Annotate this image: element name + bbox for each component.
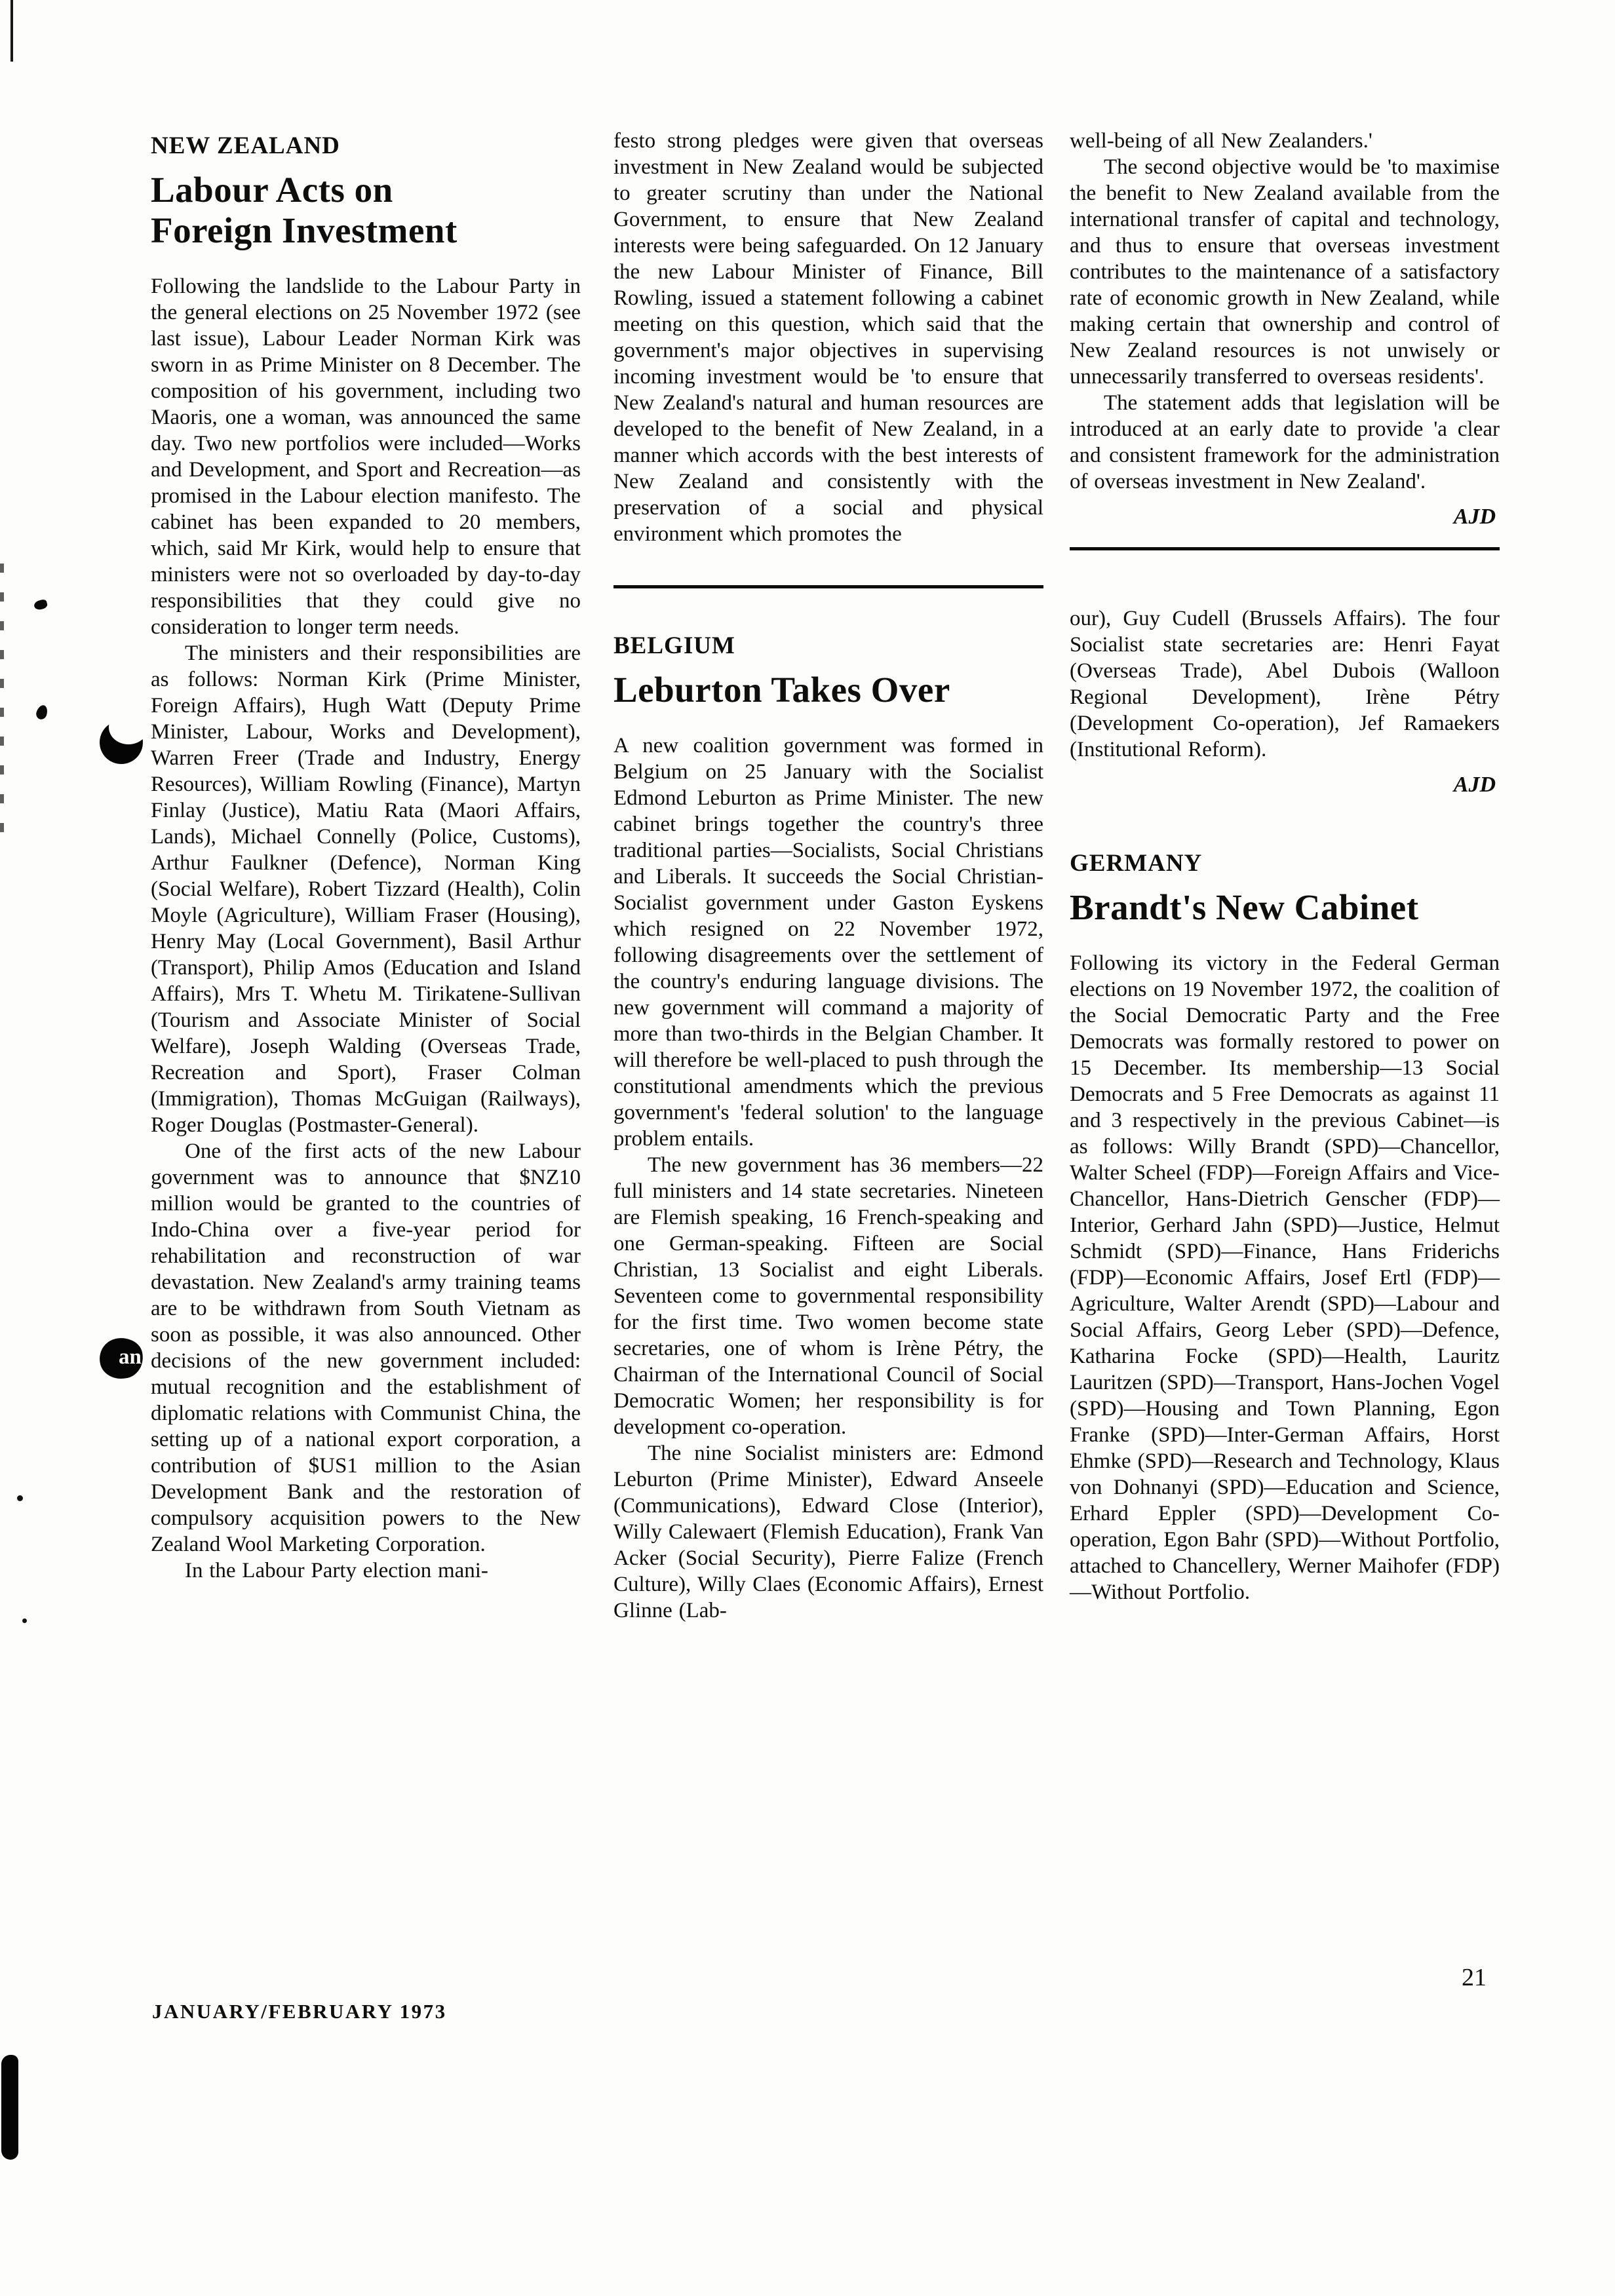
- body-paragraph: Following its victory in the Federal German elections on 19 November 1972, the coalition of the Social Democratic Party and the Free Democrats was formally restored to power on 15 December. Its membership—13 Social Democrats and 5 Free Democrats as against 11 and 3 respectively in the previous Cabinet—is as follows: Willy Brandt (SPD)—Chancellor, Walter Scheel (FDP)—Foreign Affairs and Vice-Chancellor, Hans-Dietrich Genscher (FDP)—Interior, Gerhard Jahn (SPD)—Justice, Helmut Schmidt (SPD)—Finance, Hans Friderichs (FDP)—Economic Affairs, Josef Ertl (FDP)—Agriculture, Walter Arendt (SPD)—Labour and Social Affairs, Georg Leber (SPD)—Defence, Katharina Focke (SPD)—Health, Lauritz Lauritzen (SPD)—Transport, Hans-Jochen Vogel (SPD)—Housing and Town Planning, Egon Franke (SPD)—Inter-German Affairs, Horst Ehmke (SPD)—Research and Technology, Klaus von Dohnanyi (SPD)—Education and Science, Erhard Eppler (SPD)—Development Co-operation, Egon Bahr (SPD)—Without Portfolio, attached to Chancellery, Werner Maihofer (FDP)—Without Portfolio.: [1070, 951, 1500, 1604]
- ink-speck: [35, 704, 49, 721]
- body-paragraph: Following the landslide to the Labour Party in the general elections on 25 November 1972 (see last issue), Labour Leader Norman Kirk was sworn in as Prime Minister on 8 December. The composition of his government, including two Maoris, one a woman, was announced the same day. Two new portfolios were included—Works and Development, and Sport and Recreation—as promised in the Labour election manifesto. The cabinet has been expanded to 20 members, which, said Mr Kirk, would help to ensure that ministers were not so overloaded by day-to-day responsibilities that they could give no consideration to longer term needs.: [151, 275, 581, 639]
- ink-smudge-crescent: [100, 721, 143, 764]
- scan-edge-line: [10, 0, 13, 62]
- body-paragraph-hyphen-break: In the Labour Party election mani-: [185, 1559, 488, 1582]
- title-line-2: Foreign Investment: [151, 210, 457, 250]
- article-title-brandts-cabinet: Brandt's New Cabinet: [1070, 887, 1419, 927]
- column-2: [613, 128, 1043, 1624]
- scan-edge-noise: [0, 564, 4, 839]
- body-paragraph: The second objective would be 'to maximise the benefit to New Zealand available from the international transfer of capital and technology, and thus to ensure that overseas investment contributes to the maintenance of a satisfactory rate of economic growth in New Zealand, while making certain that ownership and control of New Zealand resources is not unwisely or unnecessarily transferred to overseas residents'.: [1070, 155, 1500, 389]
- body-paragraph-hyphen-break: The nine Socialist ministers are: Edmond Leburton (Prime Minister), Edward Anseele (Communications), Edward Close (Interior), Willy Calewaert (Flemish Education), Frank Van Acker (Social Security), Pierre Falize (French Culture), Willy Claes (Economic Affairs), Ernest Glinne (Lab-: [613, 1442, 1043, 1622]
- article-kicker-germany: GERMANY: [1070, 850, 1203, 877]
- body-paragraph: A new coalition government was formed in Belgium on 25 January with the Socialist Edmond Leburton as Prime Minister. The new cabinet brings together the country's three traditional parties—Socialists, Social Christians and Liberals. It succeeds the Social Christian-Socialist government under Gaston Eyskens which resigned on 22 November 1972, following disagreements over the settlement of the country's enduring language divisions. The new government will command a majority of more than two-thirds in the Belgian Chamber. It will therefore be well-placed to push through the constitutional amendments which the previous government's 'federal solution' to the language problem entails.: [613, 734, 1043, 1151]
- body-paragraph: The new government has 36 members—22 full ministers and 14 state secretaries. Nineteen are Flemish speaking, 16 French-speaking and one German-speaking. Fifteen are Social Christian, 13 Socialist and eight Liberals. Seventeen come to governmental responsibility for the first time. Two women become state secretaries, one of whom is Irène Pétry, the Chairman of the International Council of Social Democratic Women; her responsibility is for development co-operation.: [613, 1153, 1043, 1439]
- column-1: [151, 128, 581, 1584]
- article-title-leburton: Leburton Takes Over: [613, 670, 950, 710]
- section-divider-rule: [613, 585, 1043, 588]
- scan-edge-bar: [1, 2055, 18, 2160]
- ink-speck: [33, 599, 49, 611]
- author-initials: AJD: [1453, 773, 1496, 797]
- article-kicker-new-zealand: NEW ZEALAND: [151, 132, 340, 159]
- body-paragraph-continuation: well-being of all New Zealanders.': [1070, 129, 1372, 153]
- ink-speck: [17, 1495, 23, 1501]
- author-initials: AJD: [1453, 505, 1496, 529]
- ink-speck: [22, 1618, 27, 1623]
- body-paragraph-continuation: festo strong pledges were given that overseas investment in New Zealand would be subjected to greater scrutiny than under the National Government, to ensure that New Zealand interests were being safeguarded. On 12 January the new Labour Minister of Finance, Bill Rowling, issued a statement following a cabinet meeting on this question, which said that the government's major objectives in supervising incoming investment would be 'to ensure that New Zealand's natural and human resources are developed to the benefit of New Zealand, in a manner which accords with the best interests of New Zealand and consistently with the preservation of a social and physical environment which promotes the: [613, 129, 1043, 546]
- article-kicker-belgium: BELGIUM: [613, 632, 735, 659]
- body-paragraph: One of the first acts of the new Labour government was to announce that $NZ10 million would be granted to the countries of Indo-China over a five-year period for rehabilitation and reconstruction of war devastation. New Zealand's army training teams are to be withdrawn from South Vietnam as soon as possible, it was also announced. Other decisions of the new government included: mutual recognition and the establishment of diplomatic relations with Communist China, the setting up of a national export corporation, a contribution of $US1 million to the Asian Development Bank and the restoration of compulsory acquisition powers to the New Zealand Wool Marketing Corporation.: [151, 1139, 581, 1556]
- ink-smudge-blob: [97, 1335, 146, 1382]
- stray-print-text: an: [119, 1345, 142, 1369]
- body-paragraph: The ministers and their responsibilities are as follows: Norman Kirk (Prime Minister, Foreign Affairs), Hugh Watt (Deputy Prime Minister, Labour, Works and Development), Warren Freer (Trade and Industry, Energy Resources), William Rowling (Finance), Martyn Finlay (Justice), Matiu Rata (Maori Affairs, Lands), Michael Connelly (Police, Customs), Arthur Faulkner (Defence), Norman King (Social Welfare), Robert Tizzard (Health), Colin Moyle (Agriculture), William Fraser (Housing), Henry May (Local Government), Basil Arthur (Transport), Philip Amos (Education and Island Affairs), Mrs T. Whetu M. Tirikatene-Sullivan (Tourism and Associate Minister of Social Welfare), Joseph Walding (Overseas Trade, Recreation and Sport), Fraser Colman (Immigration), Thomas McGuigan (Railways), Roger Douglas (Postmaster-General).: [151, 641, 581, 1137]
- body-paragraph-continuation: our), Guy Cudell (Brussels Affairs). The four Socialist state secretaries are: Henri Fayat (Overseas Trade), Abel Dubois (Walloon Regional Development), Irène Pétry (Development Co-operation), Jef Ramaekers (Institutional Reform).: [1070, 607, 1500, 761]
- title-line-1: Labour Acts on: [151, 170, 393, 210]
- body-paragraph: The statement adds that legislation will be introduced at an early date to provide 'a clear and consistent framework for the administration of overseas investment in New Zealand'.: [1070, 391, 1500, 493]
- page-number: 21: [1462, 1964, 1487, 1991]
- column-3: [1070, 128, 1500, 1605]
- footer-issue-date: JANUARY/FEBRUARY 1973: [152, 2000, 447, 2023]
- article-title-labour-acts: [151, 170, 581, 251]
- section-divider-rule: [1070, 547, 1500, 550]
